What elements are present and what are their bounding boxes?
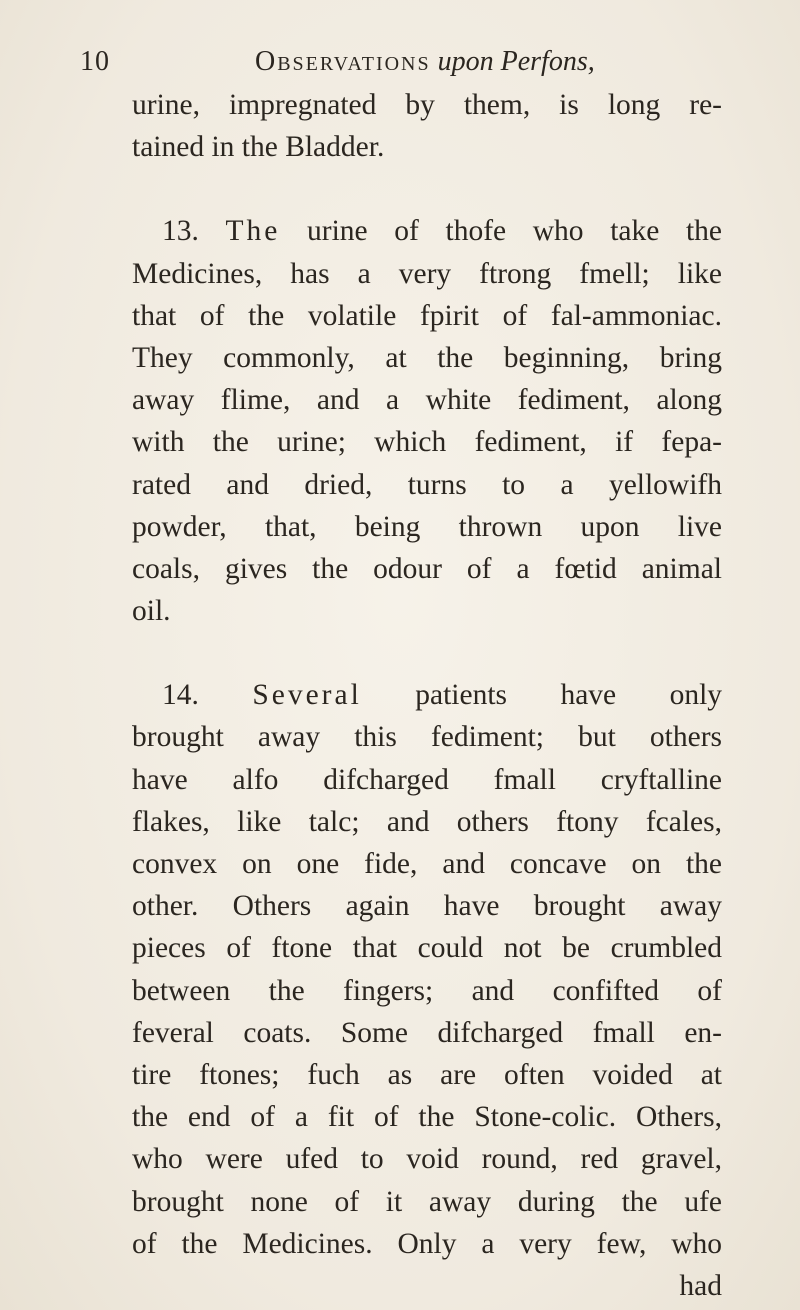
text-line: urine, impregnated by them, is long re- — [132, 89, 722, 121]
running-head — [0, 46, 800, 86]
text-line: They commonly, at the beginning, bring — [132, 341, 722, 374]
text-line: pieces of ftone that could not be crumbled — [132, 932, 722, 965]
header-title-italic: upon Perfons, — [437, 46, 595, 77]
text-line: feveral coats. Some difcharged fmall en- — [132, 1016, 722, 1049]
catchword: had — [679, 1269, 722, 1302]
text-line: coals, gives the odour of a fœtid animal — [132, 552, 722, 585]
paragraph-13-first-line-text: urine of thofe who take the — [307, 215, 722, 248]
text-line: with the urine; which fediment, if fepa- — [132, 426, 722, 459]
text-line: of the Medicines. Only a very few, who — [132, 1227, 722, 1260]
text-line: brought away this fediment; but others — [132, 721, 722, 754]
paragraph-13-lead: The — [225, 215, 281, 248]
text-line: flakes, like talc; and others ftony fcales, — [132, 805, 722, 838]
text-line: oil. — [132, 595, 171, 628]
text-line: brought none of it away during the ufe — [132, 1185, 722, 1218]
text-line: Medicines, has a very ftrong fmell; like — [132, 257, 722, 290]
text-line: tained in the Bladder. — [132, 131, 385, 164]
text-line: powder, that, being thrown upon live — [132, 510, 722, 543]
text-line: who were ufed to void round, red gravel, — [132, 1143, 722, 1176]
page-number: 10 — [80, 46, 110, 77]
text-line: the end of a fit of the Stone-colic. Others, — [132, 1101, 722, 1134]
paragraph-gap — [132, 632, 722, 674]
paragraph-14-first-line — [132, 674, 722, 716]
text-line: other. Others again have brought away — [132, 890, 722, 923]
header-title-smallcaps: Observations — [255, 46, 431, 77]
text-line: away flime, and a white fediment, along — [132, 384, 722, 417]
paragraph-gap — [132, 168, 722, 210]
text-line: that of the volatile fpirit of fal-ammoniac. — [132, 299, 722, 332]
paragraph-14-lead: Several — [252, 679, 362, 712]
paragraph-14-first-line-text: patients have only — [415, 679, 722, 712]
paragraph-14-number: 14. — [162, 679, 199, 712]
paragraph-13-first-line — [132, 210, 722, 252]
text-line: between the fingers; and confifted of — [132, 974, 722, 1007]
text-line: convex on one fide, and concave on the — [132, 848, 722, 880]
text-line: have alfo difcharged fmall cryftalline — [132, 763, 722, 796]
header-title — [255, 46, 595, 78]
text-line: tire ftones; fuch as are often voided at — [132, 1058, 722, 1091]
body-text — [132, 84, 722, 1307]
text-line: rated and dried, turns to a yellowifh — [132, 468, 722, 501]
paragraph-13-number: 13. — [162, 215, 199, 248]
